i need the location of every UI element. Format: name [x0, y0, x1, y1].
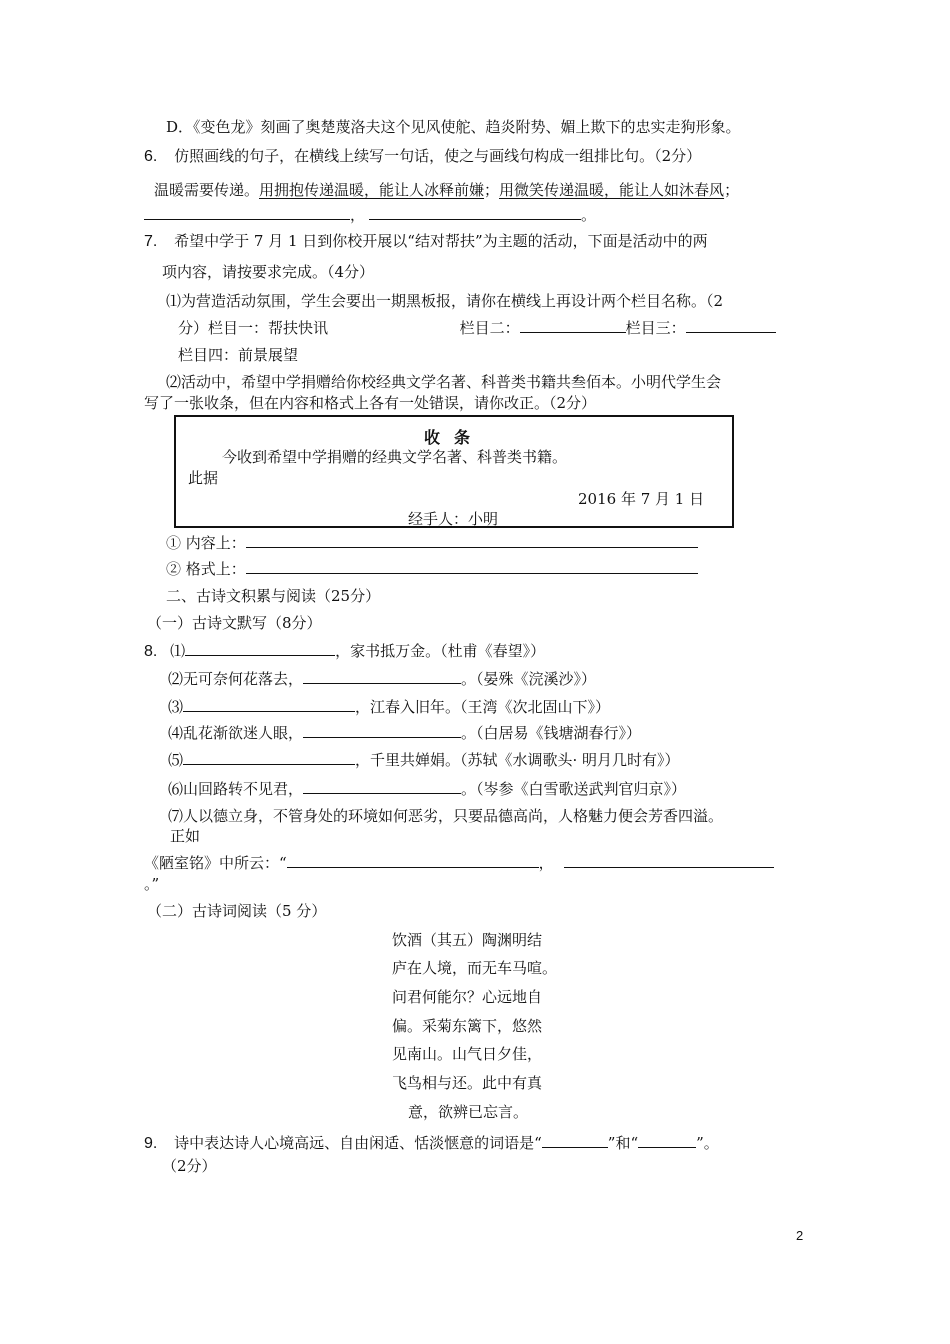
q8-item-1-blank[interactable]	[185, 641, 335, 656]
q6-period: 。	[581, 206, 597, 224]
q7-fix-format	[166, 559, 698, 579]
q9-score: （2分）	[162, 1157, 217, 1175]
q6-lead: 温暖需要传递。	[154, 181, 260, 199]
q6-blank-2[interactable]	[369, 205, 581, 220]
q9-text-b: ”和“	[607, 1134, 639, 1152]
subsection-2-heading: （二）古诗词阅读（5 分）	[147, 902, 327, 920]
q8-item-7-end: 。”	[144, 875, 160, 893]
q8-item-5-label: ⑸	[168, 751, 184, 769]
q8-item-2-text-a: ⑵无可奈何花落去，	[168, 670, 304, 688]
q8-item-5	[168, 750, 680, 770]
q8-item-7-b: 正如	[170, 827, 201, 845]
q8-item-1	[144, 641, 545, 662]
q7-part2-a: ⑵活动中，希望中学捐赠给你校经典文学名著、科普类书籍共叁佰本。小明代学生会	[166, 373, 722, 391]
poem-line: 庐在人境，而无车马喧。	[392, 959, 558, 977]
q7-column-4: 栏目四：前景展望	[178, 346, 299, 364]
q8-item-2	[168, 669, 596, 689]
poem-line: 意，欲辨已忘言。	[408, 1103, 529, 1121]
q8-item-5-text: ，千里共婵娟。（苏轼《水调歌头· 明月几时有》）	[355, 751, 680, 769]
q8-item-7-c	[144, 853, 774, 873]
q8-item-3	[168, 697, 610, 717]
q6-underlined-1: 用拥抱传递温暖，能让人冰释前嫌	[259, 181, 485, 199]
q9-blank-1[interactable]	[542, 1133, 608, 1148]
q8-item-4-text-b: 。（白居易《钱塘湖春行》）	[461, 724, 642, 742]
q9-text-c: ”。	[696, 1134, 719, 1152]
q7-prompt-2: 项内容，请按要求完成。（4分）	[162, 263, 375, 281]
q8-item-4-text-a: ⑷乱花渐欲迷人眼，	[168, 724, 304, 742]
q8-item-2-text-b: 。（晏殊《浣溪沙》）	[461, 670, 597, 688]
q6-end: ；	[724, 181, 740, 199]
q8-item-4-blank[interactable]	[303, 723, 461, 738]
q6-underlined-2: 用微笑传递温暖，能让人如沐春风	[499, 181, 725, 199]
q8-item-7-source: 《陋室铭》中所云：“	[144, 854, 287, 872]
q7-column-2-blank[interactable]	[520, 318, 626, 333]
q6-example	[154, 180, 739, 200]
q8-item-2-blank[interactable]	[303, 669, 461, 684]
q9-prompt	[144, 1133, 719, 1154]
section-2-heading: 二、古诗文积累与阅读（25分）	[166, 587, 381, 605]
q7-column-1: 分）栏目一：帮扶快讯	[178, 319, 329, 337]
q7-fix-format-label: ② 格式上：	[166, 560, 246, 578]
q7-text-1: 希望中学于 7 月 1 日到你校开展以“结对帮扶”为主题的活动，下面是活动中的两	[174, 232, 708, 250]
q9-text-a: 诗中表达诗人心境高远、自由闲适、恬淡惬意的词语是“	[174, 1134, 542, 1152]
receipt-box	[174, 415, 734, 528]
q8-item-7-comma: ，	[538, 854, 554, 872]
subsection-1-heading: （一）古诗文默写（8分）	[147, 614, 322, 632]
q6-sep: ；	[484, 181, 500, 199]
q8-item-1-label: ⑴	[170, 642, 186, 660]
q8-item-7-a: ⑺人以德立身，不管身处的环境如何恶劣，只要品德高尚，人格魅力便会芳香四溢。	[168, 807, 724, 825]
q8-item-3-blank[interactable]	[183, 697, 355, 712]
receipt-ci: 此据	[188, 469, 219, 487]
receipt-title: 收条	[423, 428, 484, 447]
q8-item-1-text: ，家书抵万金。（杜甫《春望》）	[335, 642, 546, 660]
q6-prompt	[144, 146, 701, 167]
q8-item-6-blank[interactable]	[303, 779, 461, 794]
q9-blank-2[interactable]	[638, 1133, 696, 1148]
q7-fix-format-blank[interactable]	[246, 559, 698, 574]
receipt-date: 2016 年 7 月 1 日	[578, 490, 705, 508]
q7-number: 7.	[144, 233, 158, 250]
q7-fix-content-blank[interactable]	[246, 533, 698, 548]
q5-option-d: D．《变色龙》刻画了奥楚蔑洛夫这个见风使舵、趋炎附势、媚上欺下的忠实走狗形象。	[166, 118, 741, 136]
q7-column-2-label: 栏目二：	[459, 319, 520, 337]
receipt-body: 今收到希望中学捐赠的经典文学名著、科普类书籍。	[222, 448, 568, 466]
q8-item-3-text: ，江春入旧年。（王湾《次北固山下》）	[355, 698, 611, 716]
q7-part2-b: 写了一张收条，但在内容和格式上各有一处错误，请你改正。（2分）	[144, 394, 597, 412]
q6-comma: ，	[350, 206, 366, 224]
q7-column-3-blank[interactable]	[686, 318, 776, 333]
q7-fix-content-label: ① 内容上：	[166, 534, 246, 552]
receipt-handler: 经手人：小明	[408, 510, 499, 528]
q7-prompt-1	[144, 231, 708, 252]
q8-item-5-blank[interactable]	[183, 750, 355, 765]
q6-number: 6.	[144, 148, 158, 165]
poem-line: 饮酒（其五）陶渊明结	[392, 931, 543, 949]
page-number: 2	[796, 1228, 804, 1243]
q8-item-7-blank-2[interactable]	[564, 853, 774, 868]
q9-number: 9.	[144, 1135, 158, 1152]
q6-blank-1[interactable]	[144, 205, 350, 220]
q7-part1-a: ⑴为营造活动氛围，学生会要出一期黑板报，请你在横线上再设计两个栏目名称。（2	[166, 292, 724, 310]
q8-item-6	[168, 779, 686, 799]
poem-line: 偏。采菊东篱下，悠然	[392, 1017, 543, 1035]
q6-answer-line	[144, 205, 596, 225]
poem-line: 问君何能尔？心远地自	[392, 988, 543, 1006]
q8-item-6-text-a: ⑹山回路转不见君，	[168, 780, 304, 798]
q6-text: 仿照画线的句子，在横线上续写一句话，使之与画线句构成一组排比句。（2分）	[174, 147, 702, 165]
q8-item-4	[168, 723, 641, 743]
poem-line: 飞鸟相与还。此中有真	[392, 1074, 543, 1092]
q7-column-3-label: 栏目三：	[625, 319, 686, 337]
q8-item-3-label: ⑶	[168, 698, 184, 716]
q7-fix-content	[166, 533, 698, 553]
q8-item-6-text-b: 。（岑参《白雪歌送武判官归京》）	[461, 780, 687, 798]
q8-item-7-blank-1[interactable]	[287, 853, 539, 868]
poem-line: 见南山。山气日夕佳，	[392, 1045, 543, 1063]
q8-number: 8.	[144, 643, 158, 660]
q7-part1-b	[178, 318, 776, 338]
